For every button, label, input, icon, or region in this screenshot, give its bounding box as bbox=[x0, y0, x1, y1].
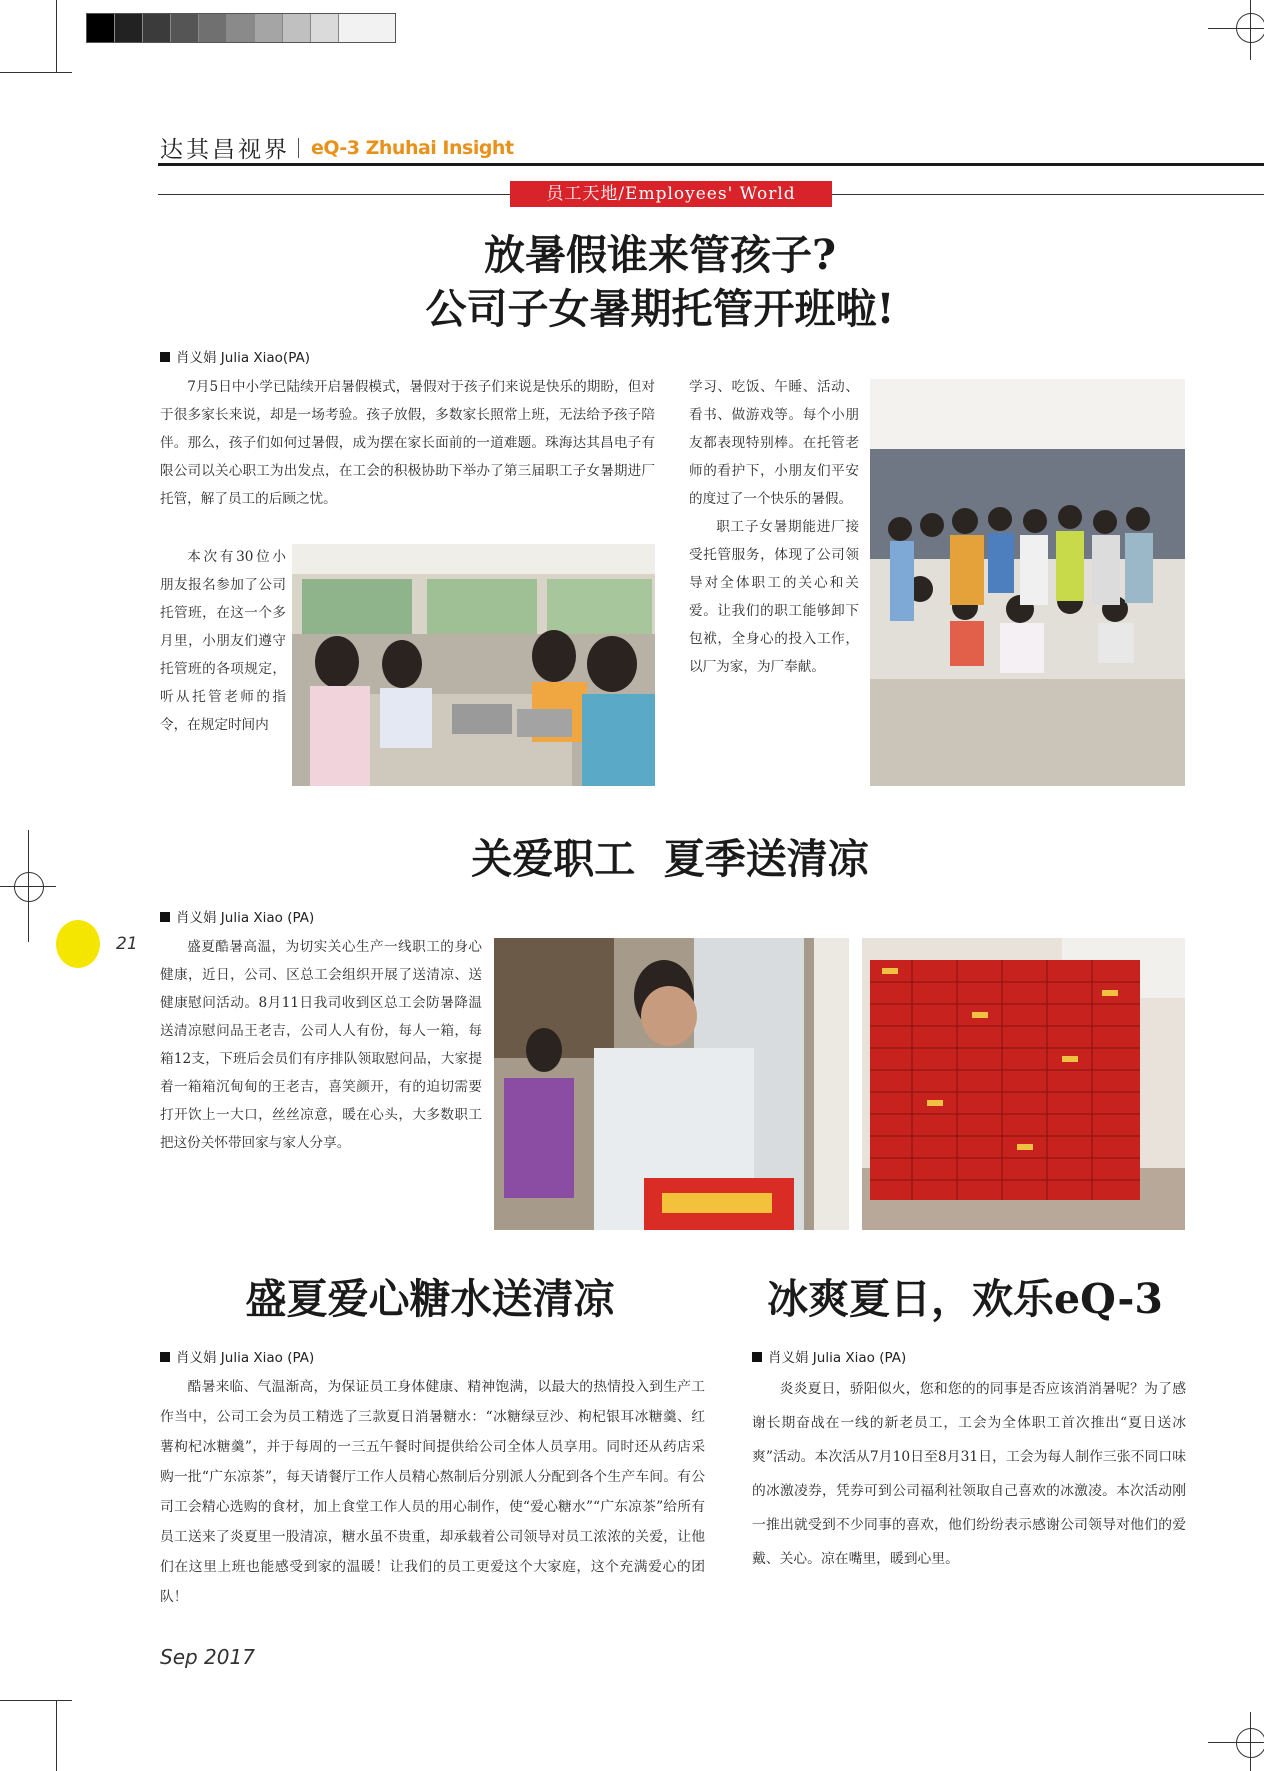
photo-employees-gifts bbox=[494, 938, 849, 1230]
article2-byline bbox=[160, 906, 314, 926]
masthead-en-title: eQ-3 Zhuhai Insight bbox=[311, 136, 514, 159]
article1-right-column bbox=[689, 373, 859, 681]
byline-square-icon bbox=[752, 1352, 762, 1362]
article3-byline-text: 肖义娟 Julia Xiao (PA) bbox=[176, 1350, 315, 1366]
masthead-divider bbox=[298, 138, 299, 158]
article1-para2-text: 本次有30位小朋友报名参加了公司托管班，在这一个多月里，小朋友们遵守托管班的各项规定，听从托管老师的指令，在规定时间内 bbox=[160, 549, 286, 733]
article1-para1 bbox=[160, 373, 655, 513]
article3-title: 盛夏爱心糖水送清凉 bbox=[245, 1275, 615, 1323]
footer-date: Sep 2017 bbox=[160, 1645, 255, 1669]
byline-square-icon bbox=[160, 352, 170, 362]
article1-para3-text: 职工子女暑期能进厂接受托管服务，体现了公司领导对全体职工的关心和关爱。让我们的职工能够卸下包袱，全身心的投入工作，以厂为家，为厂奉献。 bbox=[689, 519, 859, 675]
article1-byline-text: 肖义娟 Julia Xiao(PA) bbox=[176, 350, 310, 366]
article1-title bbox=[320, 228, 1000, 336]
article3-para1 bbox=[160, 1372, 705, 1612]
article1-title-line1: 放暑假谁来管孩子? bbox=[483, 231, 837, 279]
article4-title: 冰爽夏日，欢乐eQ-3 bbox=[767, 1275, 1163, 1323]
header-rule bbox=[158, 163, 1264, 166]
color-calibration-bar bbox=[86, 13, 396, 43]
page-number: 21 bbox=[116, 934, 138, 954]
article4-para1-text: 炎炎夏日，骄阳似火，您和您的的同事是否应该消消暑呢？为了感谢长期奋战在一线的新老员工，工会为全体职工首次推出“夏日送冰爽”活动。本次活从7月10日至8月31日，工会为每人制作三张不同口味的冰激凌券，凭券可到公司福利社领取自己喜欢的冰激凌。本次活动刚一推出就受到不少同事的喜欢，他们纷纷表示感谢公司领导对他们的爱戴、关心。凉在嘴里，暖到心里。 bbox=[752, 1381, 1186, 1567]
article1-para2-continued: 学习、吃饭、午睡、活动、看书、做游戏等。每个小朋友都表现特别棒。在托管老师的看护下，小朋友们平安的度过了一个快乐的暑假。 bbox=[689, 379, 859, 507]
photo-children-lunch bbox=[292, 544, 655, 786]
article1-title-line2: 公司子女暑期托管开班啦! bbox=[425, 285, 895, 333]
section-banner: 员工天地/Employees' World bbox=[510, 181, 832, 207]
article4-para1 bbox=[752, 1372, 1186, 1576]
article2-title: 关爱职工 夏季送清凉 bbox=[471, 835, 869, 883]
article3-para1-text: 酷暑来临、气温渐高，为保证员工身体健康、精神饱满，以最大的热情投入到生产工作当中，公司工会为员工精选了三款夏日消暑糖水：“冰糖绿豆沙、枸杞银耳冰糖羹、红薯枸杞冰糖羹”，并于每周的一三五午餐时间提供给公司全体人员享用。同时还从药店采购一批“广东凉茶”，每天请餐厅工作人员精心熬制后分别派人分配到各个生产车间。有公司工会精心选购的食材，加上食堂工作人员的用心制作，使“爱心糖水”“广东凉茶”给所有员工送来了炎夏里一股清凉，糖水虽不贵重，却承载着公司领导对员工浓浓的关爱，让他们在这里上班也能感受到家的温暖！让我们的员工更爱这个大家庭，这个充满爱心的团队！ bbox=[160, 1379, 705, 1605]
article2-para1 bbox=[160, 933, 482, 1157]
article1-para2 bbox=[160, 543, 286, 739]
article1-para1-text: 7月5日中小学已陆续开启暑假模式，暑假对于孩子们来说是快乐的期盼，但对于很多家长来说，却是一场考验。孩子放假，多数家长照常上班，无法给予孩子陪伴。那么，孩子们如何过暑假，成为摆在家长面前的一道难题。珠海达其昌电子有限公司以关心职工为出发点，在工会的积极协助下举办了第三届职工子女暑期进厂托管，解了员工的后顾之忧。 bbox=[160, 379, 655, 507]
page-number-dot bbox=[56, 920, 100, 968]
article1-byline bbox=[160, 346, 310, 366]
photo-gift-boxes bbox=[862, 938, 1185, 1230]
photo-children-group bbox=[870, 379, 1185, 786]
article3-byline bbox=[160, 1346, 314, 1366]
byline-square-icon bbox=[160, 912, 170, 922]
article2-para1-text: 盛夏酷暑高温，为切实关心生产一线职工的身心健康，近日，公司、区总工会组织开展了送清凉、送健康慰问活动。8月11日我司收到区总工会防暑降温送清凉慰问品王老吉，公司人人有份，每人一箱，每箱12支，下班后会员们有序排队领取慰问品，大家提着一箱箱沉甸甸的王老吉，喜笑颜开，有的迫切需要打开饮上一大口，丝丝凉意，暖在心头，大多数职工把这份关怀带回家与家人分享。 bbox=[160, 939, 482, 1151]
article4-byline-text: 肖义娟 Julia Xiao (PA) bbox=[768, 1350, 907, 1366]
article2-byline-text: 肖义娟 Julia Xiao (PA) bbox=[176, 910, 315, 926]
masthead-cn-title: 达其昌视界 bbox=[160, 137, 290, 163]
masthead bbox=[160, 131, 514, 164]
article4-byline bbox=[752, 1346, 906, 1366]
byline-square-icon bbox=[160, 1352, 170, 1362]
